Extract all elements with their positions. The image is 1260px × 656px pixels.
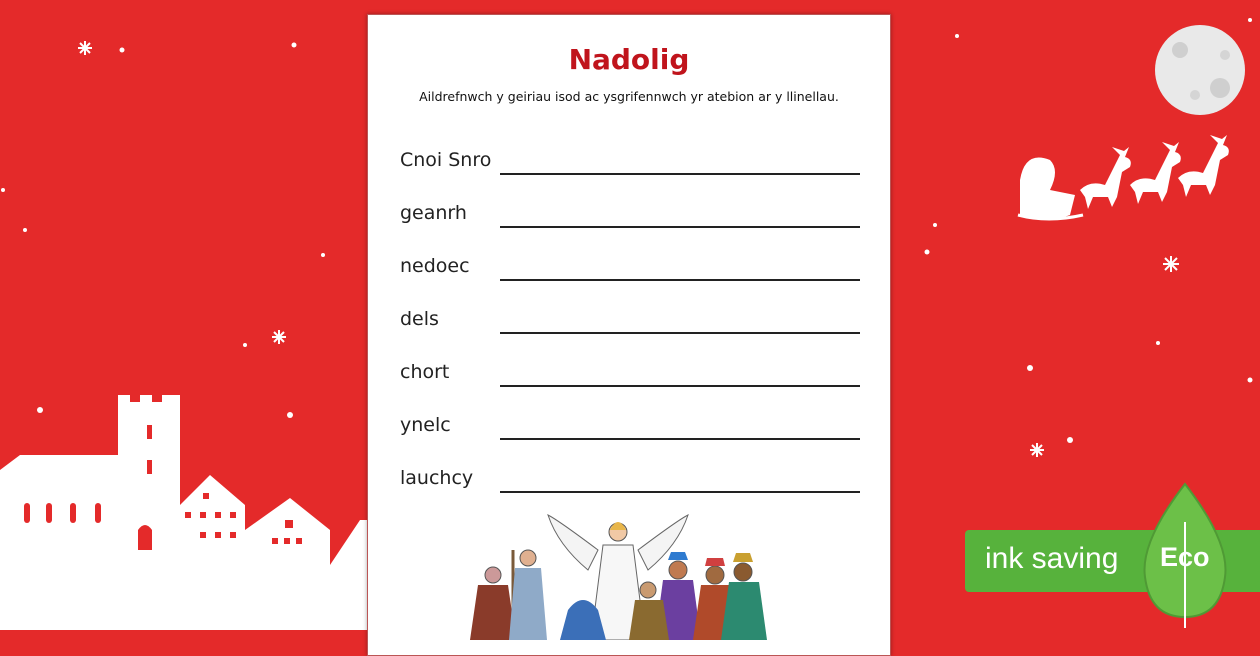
eco-label: Eco	[1160, 542, 1210, 572]
answer-line	[500, 279, 860, 281]
word-row	[400, 463, 860, 493]
moon-icon	[1155, 25, 1245, 115]
answer-line	[500, 226, 860, 228]
word-row	[400, 410, 860, 440]
word-row	[400, 304, 860, 334]
worksheet-instructions: Aildrefnwch y geiriau isod ac ysgrifennwch yr atebion ar y llinellau.	[419, 89, 839, 104]
scrambled-word: lauchcy	[400, 467, 474, 489]
word-row	[400, 251, 860, 281]
answer-line	[500, 491, 860, 493]
answer-line	[500, 438, 860, 440]
scrambled-word: geanrh	[400, 202, 467, 224]
answer-line	[500, 385, 860, 387]
worksheet-title: Nadolig	[568, 43, 690, 76]
answer-line	[500, 173, 860, 175]
scrambled-word: Cnoi Snro	[400, 149, 492, 171]
santa-sleigh-icon	[1018, 135, 1229, 220]
village-silhouette	[0, 395, 368, 630]
word-row	[400, 198, 860, 228]
word-row	[400, 357, 860, 387]
ink-saving-label: ink saving	[985, 542, 1119, 575]
scrambled-word: chort	[400, 361, 450, 383]
scrambled-word: dels	[400, 308, 439, 330]
scrambled-word: ynelc	[400, 414, 451, 436]
scrambled-word: nedoec	[400, 255, 470, 277]
word-row	[400, 145, 860, 175]
answer-line	[500, 332, 860, 334]
nativity-illustration	[463, 510, 773, 640]
worksheet-page	[367, 14, 891, 656]
